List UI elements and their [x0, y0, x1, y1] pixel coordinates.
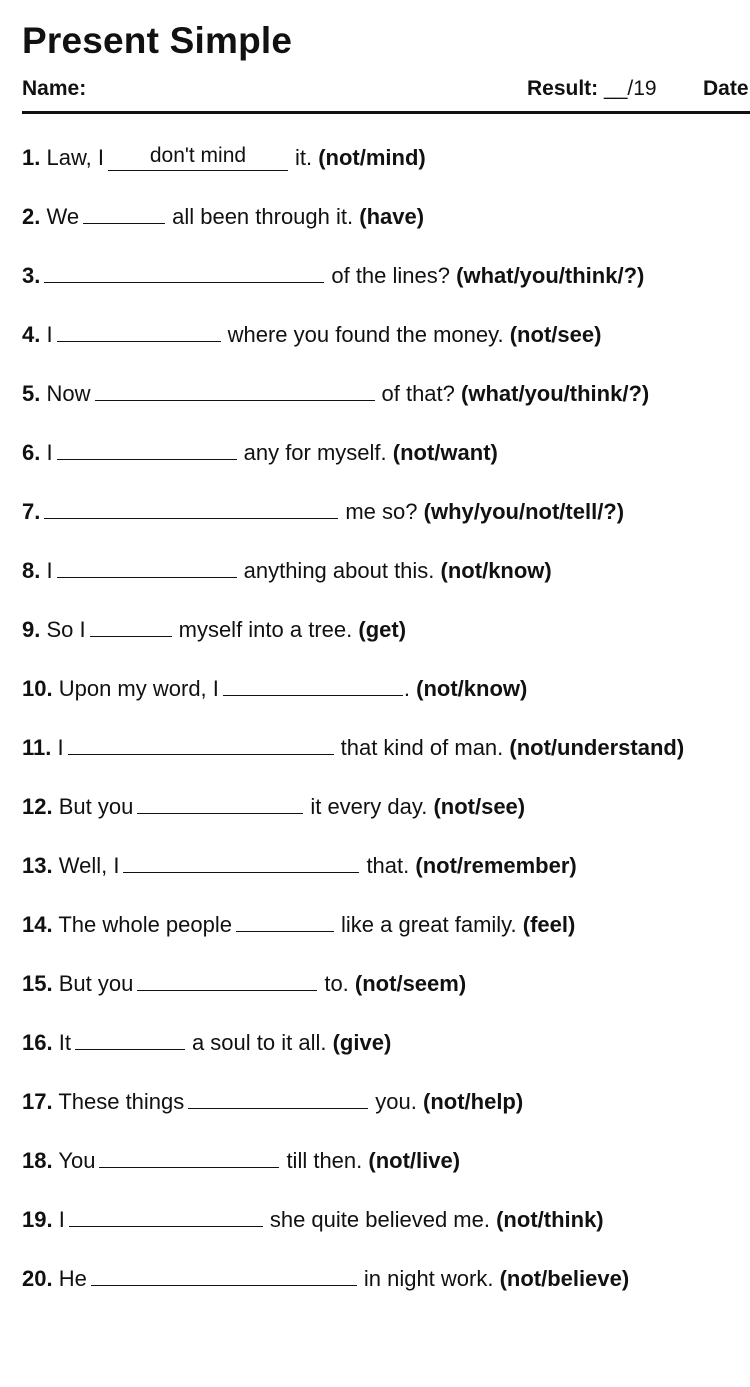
item-number: 14. — [22, 912, 53, 937]
exercise-item-11 — [22, 720, 750, 779]
answer-blank[interactable] — [91, 1263, 357, 1286]
item-text-after: it every day. — [310, 794, 428, 819]
exercise-item-14 — [22, 897, 750, 956]
item-text-after: in night work. — [363, 1266, 494, 1291]
item-number: 9. — [22, 617, 41, 642]
item-text-after: she quite believed me. — [269, 1207, 490, 1232]
exercise-item-16 — [22, 1015, 750, 1074]
exercise-item-18 — [22, 1133, 750, 1192]
exercise-item-10 — [22, 661, 750, 720]
verb-hint: (give) — [332, 1030, 392, 1055]
item-text-after: . — [403, 676, 411, 701]
exercise-item-19 — [22, 1192, 750, 1251]
item-number: 10. — [22, 676, 53, 701]
exercise-item-17 — [22, 1074, 750, 1133]
item-text-before: Law, I — [46, 145, 104, 170]
item-text-after: myself into a tree. — [178, 617, 353, 642]
verb-hint: (not/want) — [392, 440, 498, 465]
exercise-item-2 — [22, 189, 750, 248]
item-text-before: But you — [58, 971, 134, 996]
exercise-item-3 — [22, 248, 750, 307]
item-text-before: These things — [58, 1089, 185, 1114]
verb-hint: (not/understand) — [509, 735, 685, 760]
answer-blank[interactable] — [69, 1204, 263, 1227]
verb-hint: (not/help) — [423, 1089, 524, 1114]
answer-blank[interactable] — [57, 555, 237, 578]
answer-blank[interactable] — [75, 1027, 185, 1050]
verb-hint: (not/know) — [416, 676, 528, 701]
verb-hint: (why/you/not/tell/?) — [423, 499, 625, 524]
result-label: Result: — [527, 77, 599, 100]
item-number: 13. — [22, 853, 53, 878]
verb-hint: (not/believe) — [499, 1266, 630, 1291]
exercise-item-7 — [22, 484, 750, 543]
item-text-after: that. — [366, 853, 410, 878]
exercise-item-12 — [22, 779, 750, 838]
answer-blank[interactable] — [83, 201, 165, 224]
verb-hint: (feel) — [522, 912, 576, 937]
answer-blank[interactable] — [188, 1086, 368, 1109]
answer-text: don't mind — [149, 144, 247, 167]
exercise-item-15 — [22, 956, 750, 1015]
item-number: 17. — [22, 1089, 53, 1114]
verb-hint: (not/mind) — [318, 145, 426, 170]
item-number: 20. — [22, 1266, 53, 1291]
item-text-before: But you — [58, 794, 134, 819]
item-text-after: a soul to it all. — [191, 1030, 327, 1055]
item-text-after: that kind of man. — [340, 735, 504, 760]
answer-blank[interactable] — [99, 1145, 279, 1168]
name-label: Name: — [22, 77, 87, 100]
verb-hint: (not/see) — [433, 794, 526, 819]
verb-hint: (what/you/think/?) — [461, 381, 650, 406]
item-text-after: to. — [324, 971, 349, 996]
item-number: 4. — [22, 322, 41, 347]
item-text-before: Now — [46, 381, 91, 406]
item-number: 15. — [22, 971, 53, 996]
item-text-before: I — [46, 440, 53, 465]
item-number: 18. — [22, 1148, 53, 1173]
result-score: __/19 — [604, 77, 657, 100]
item-text-after: all been through it. — [172, 204, 354, 229]
item-text-before: I — [46, 558, 53, 583]
item-text-before: I — [58, 1207, 65, 1232]
exercise-item-9 — [22, 602, 750, 661]
item-text-before: You — [58, 1148, 96, 1173]
item-text-after: where you found the money. — [227, 322, 504, 347]
exercise-item-13 — [22, 838, 750, 897]
exercise-item-1 — [22, 130, 750, 189]
item-number: 8. — [22, 558, 41, 583]
item-text-after: till then. — [286, 1148, 363, 1173]
item-text-after: of the lines? — [331, 263, 450, 288]
exercise-item-20 — [22, 1251, 750, 1310]
item-number: 19. — [22, 1207, 53, 1232]
item-text-before: Well, I — [58, 853, 120, 878]
answer-blank[interactable] — [90, 614, 172, 637]
item-text-before: The whole people — [58, 912, 232, 937]
item-number: 11. — [22, 735, 52, 760]
item-number: 3. — [22, 263, 41, 288]
item-text-before: I — [46, 322, 53, 347]
item-text-after: of that? — [381, 381, 455, 406]
item-number: 7. — [22, 499, 41, 524]
item-text-before: I — [57, 735, 64, 760]
answer-blank[interactable] — [44, 260, 324, 283]
verb-hint: (what/you/think/?) — [456, 263, 645, 288]
item-text-after: like a great family. — [341, 912, 517, 937]
item-text-before: He — [58, 1266, 87, 1291]
item-text-after: any for myself. — [243, 440, 387, 465]
verb-hint: (not/know) — [440, 558, 552, 583]
verb-hint: (not/seem) — [354, 971, 467, 996]
answer-blank[interactable] — [137, 791, 303, 814]
verb-hint: (get) — [358, 617, 407, 642]
item-number: 1. — [22, 145, 41, 170]
answer-blank[interactable] — [108, 144, 288, 171]
answer-blank[interactable] — [57, 437, 237, 460]
verb-hint: (not/think) — [496, 1207, 604, 1232]
item-number: 16. — [22, 1030, 53, 1055]
item-text-before: It — [58, 1030, 71, 1055]
item-text-before: So I — [46, 617, 86, 642]
answer-blank[interactable] — [123, 850, 359, 873]
exercise-list — [22, 130, 750, 1310]
item-text-after: it. — [294, 145, 313, 170]
exercise-item-4 — [22, 307, 750, 366]
item-text-after: you. — [375, 1089, 417, 1114]
item-text-before: We — [46, 204, 80, 229]
worksheet-title: Present Simple — [22, 20, 293, 61]
item-number: 6. — [22, 440, 41, 465]
answer-blank[interactable] — [236, 909, 334, 932]
item-number: 5. — [22, 381, 41, 406]
verb-hint: (have) — [359, 204, 425, 229]
header-divider — [22, 111, 750, 114]
answer-blank[interactable] — [57, 319, 221, 342]
answer-blank[interactable] — [223, 673, 403, 696]
verb-hint: (not/live) — [368, 1148, 461, 1173]
answer-blank[interactable] — [137, 968, 317, 991]
answer-blank[interactable] — [44, 496, 338, 519]
result-field — [527, 77, 657, 101]
answer-blank[interactable] — [95, 378, 375, 401]
verb-hint: (not/remember) — [415, 853, 577, 878]
item-number: 12. — [22, 794, 53, 819]
date-label: Date — [703, 77, 749, 100]
item-text-after: anything about this. — [243, 558, 435, 583]
verb-hint: (not/see) — [509, 322, 602, 347]
item-text-after: me so? — [345, 499, 418, 524]
answer-blank[interactable] — [68, 732, 334, 755]
exercise-item-6 — [22, 425, 750, 484]
item-number: 2. — [22, 204, 41, 229]
exercise-item-8 — [22, 543, 750, 602]
exercise-item-5 — [22, 366, 750, 425]
item-text-before: Upon my word, I — [58, 676, 219, 701]
